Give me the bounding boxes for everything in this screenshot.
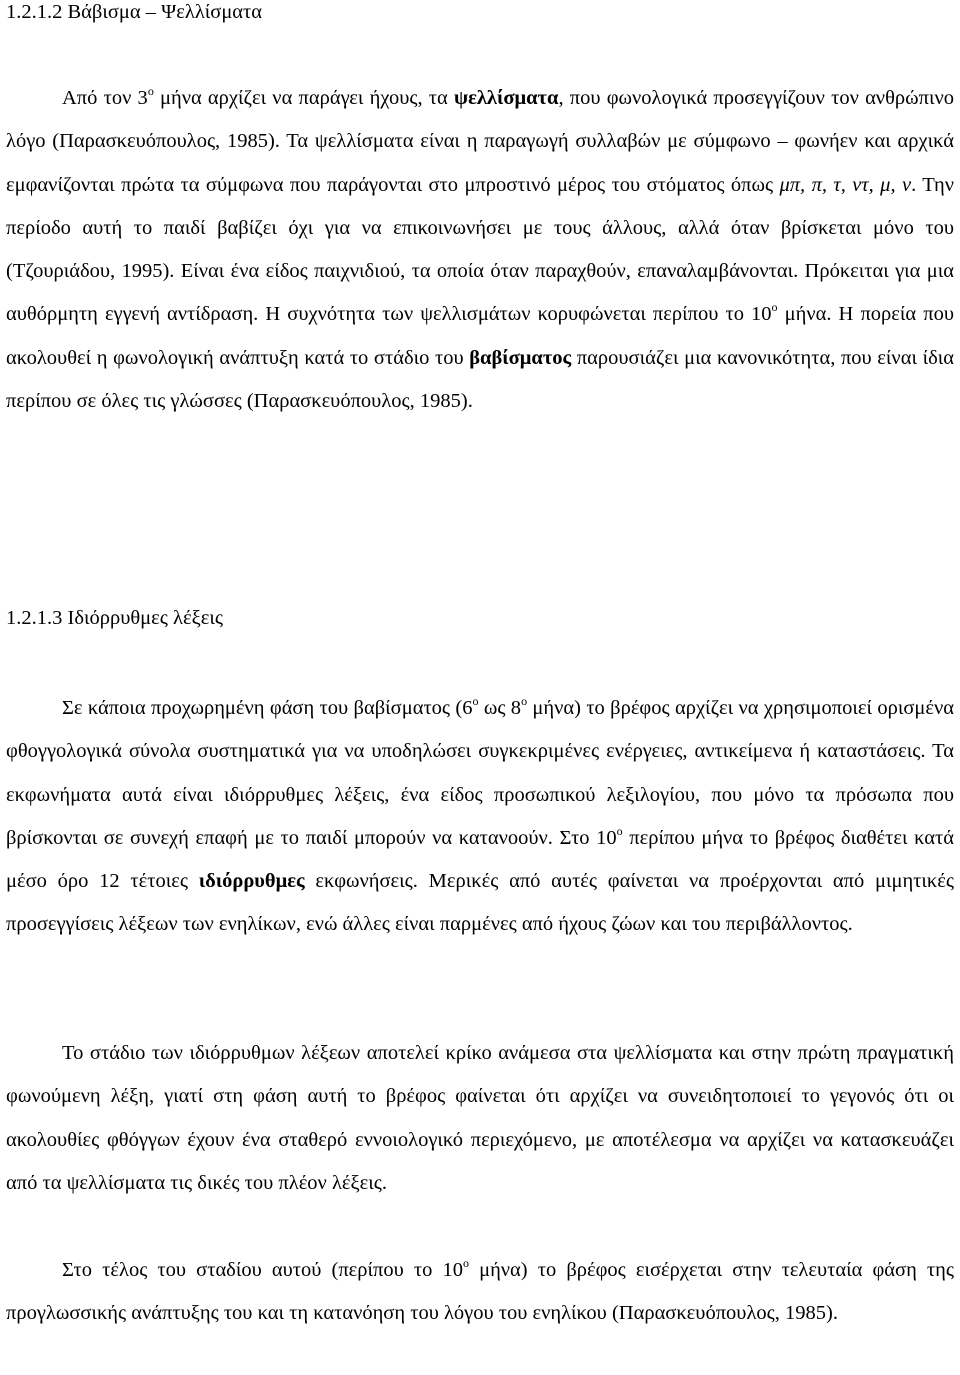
paragraph-link-stage <box>6 1032 954 1205</box>
bold-term-idiorrythmes: ιδιόρρυθμες <box>198 870 305 893</box>
text-run: μήνα αρχίζει να παράγει ήχους, τα <box>153 87 454 109</box>
superscript: ο <box>462 1256 469 1270</box>
section-heading-babbling: 1.2.1.2 Βάβισμα – Ψελλίσματα <box>6 1 263 23</box>
paragraph-babbling <box>6 77 954 423</box>
text-run: περίπου μήνα το βρέφος διαθέτει κατά μέσο όρο 12 τέτοιες <box>6 826 954 893</box>
text-run: μήνα. Η πορεία που ακολουθεί η φωνολογική ανάπτυξη κατά το στάδιο του <box>6 303 954 369</box>
text-run: Σε κάποια προχωρημένη φάση του βαβίσματος (6 <box>62 697 473 719</box>
paragraph-idiosyncratic-words <box>6 687 954 947</box>
superscript: ο <box>147 84 154 98</box>
text-run: . Την περίοδο αυτή το παιδί βαβίζει όχι για να επικοινωνήσει με τους άλλους, αλλά όταν βρίσκεται μόνο του (Τζουριάδου, 1995). Είναι ένα είδος παιχνιδιού, τα οποία όταν παραχθούν, επαναλαμβάνονται. Πρόκειται για μια αυθόρμητη εγγενή αντίδραση. Η συχνότητα των ψελλισμάτων κορυφώνεται περίπου το 10 <box>6 173 954 326</box>
text-run: Το στάδιο των ιδιόρρυθμων λέξεων αποτελεί κρίκο ανάμεσα στα ψελλίσματα και στην πρώτη πραγματική φωνούμενη λέξη, γιατί στη φάση αυτή το βρέφος φαίνεται ότι αρχίζει να συνειδητοποιεί το γεγονός ότι οι ακολουθίες φθόγγων έχουν ένα σταθερό εννοιολογικό περιεχόμενο, με αποτέλεσμα να αρχίζει να κατασκευάζει από τα ψελλίσματα τις δικές του πλέον λέξεις. <box>6 1042 954 1194</box>
superscript: ο <box>472 694 479 708</box>
text-run: , που φωνολογικά προσεγγίζουν τον ανθρώπινο λόγο (Παρασκευόπουλος, 1985). Τα ψελλίσματα είναι η παραγωγή συλλαβών με σύμφωνο – φωνήεν και αρχικά εμφανίζονται πρώτα τα σύμφωνα που παράγονται στο μπροστινό μέρος του στόματος όπως <box>6 87 955 196</box>
superscript: ο <box>521 694 528 708</box>
superscript: ο <box>616 823 623 838</box>
text-run: εκφωνήσεις. Μερικές από αυτές φαίνεται να προέρχονται από μιμητικές προσεγγίσεις λέξεων των ενηλίκων, ενώ άλλες είναι παρμένες από ήχους ζώων και του περιβάλλοντος. <box>6 870 954 936</box>
text-run: Στο τέλος του σταδίου αυτού (περίπου το 10 <box>62 1259 463 1281</box>
text-run: παρουσιάζει μια κανονικότητα, που είναι ίδια περίπου σε όλες τις γλώσσες (Παρασκευόπουλος, 1985). <box>6 346 955 413</box>
text-run: Από τον 3 <box>62 87 148 109</box>
text-run: ως 8 <box>478 697 522 719</box>
paragraph-end-of-stage <box>6 1249 954 1336</box>
bold-term-psellismata: ψελλίσματα <box>453 87 559 109</box>
text-run: μήνα) το βρέφος εισέρχεται στην τελευταία φάση της προγλωσσικής ανάπτυξης του και τη κατανόηση του λόγου του ενηλίκου (Παρασκευόπουλος, 1985). <box>6 1259 954 1325</box>
text-run: μήνα) το βρέφος αρχίζει να χρησιμοποιεί ορισμένα φθογγολογικά σύνολα συστηματικά για να υποδηλώσει συγκεκριμένες ενέργειες, αντικείμενα ή καταστάσεις. Τα εκφωνήματα αυτά είναι ιδιόρρυθμες λέξεις, ένα είδος προσωπικού λεξιλογίου, που μόνο τα πρόσωπα που βρίσκονται σε συνεχή επαφή με το παιδί μπορούν να κατανοούν. Στο 10 <box>6 697 954 849</box>
italic-consonants: μπ, π, τ, ντ, μ, ν <box>779 173 912 196</box>
section-heading-idiosyncratic-words: 1.2.1.3 Ιδιόρρυθμες λέξεις <box>6 607 223 629</box>
bold-term-vavismatos: βαβίσματος <box>469 346 572 369</box>
superscript: ο <box>771 300 778 315</box>
